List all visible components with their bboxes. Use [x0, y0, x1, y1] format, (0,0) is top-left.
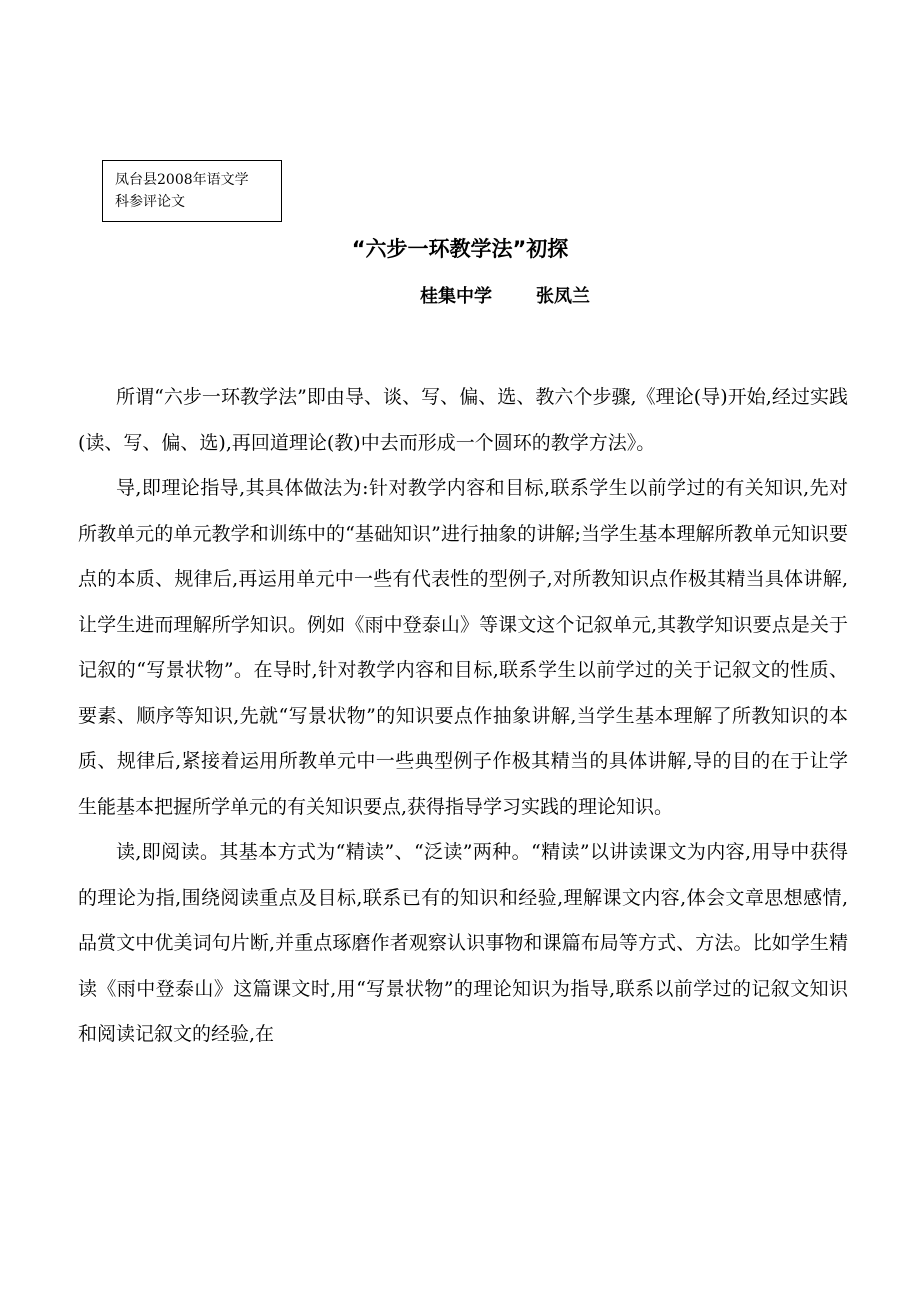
author-line: [420, 282, 590, 312]
essay-category-box: [102, 160, 282, 222]
author-school: 桂集中学: [420, 286, 492, 307]
document-body: [78, 375, 848, 1058]
paragraph-reading: 读,即阅读。其基本方式为“精读”、“泛读”两种。“精读”以讲读课文为内容,用导中获得的理论为指,围绕阅读重点及目标,联系已有的知识和经验,理解课文内容,体会文章思想感情,品赏文中优美词句片断,并重点琢磨作者观察认识事物和课篇布局等方式、方法。比如学生精读《雨中登泰山》这篇课文时,用“写景状物”的理论知识为指导,联系以前学过的记叙文知识和阅读记叙文的经验,在: [78, 841, 848, 1045]
category-line-1: 凤台县2008年语文学: [115, 172, 249, 188]
category-line-2: 科参评论文: [115, 194, 185, 210]
paragraph-intro: 所谓“六步一环教学法”即由导、谈、写、偏、选、教六个步骤,《理论(导)开始,经过实践(读、写、偏、选),再回道理论(教)中去而形成一个圆环的教学方法》。: [78, 386, 848, 454]
document-title: “六步一环教学法”初探: [351, 237, 569, 261]
author-name: 张凤兰: [536, 286, 590, 307]
paragraph-guide: 导,即理论指导,其具体做法为:针对教学内容和目标,联系学生以前学过的有关知识,先对所教单元的单元教学和训练中的“基础知识”进行抽象的讲解;当学生基本理解所教单元知识要点的本质、规律后,再运用单元中一些有代表性的型例子,对所教知识点作极其精当具体讲解,让学生进而理解所学知识。例如《雨中登泰山》等课文这个记叙单元,其教学知识要点是关于记叙的“写景状物”。在导时,针对教学内容和目标,联系学生以前学过的关于记叙文的性质、要素、顺序等知识,先就“写景状物”的知识要点作抽象讲解,当学生基本理解了所教知识的本质、规律后,紧接着运用所教单元中一些典型例子作极其精当的具体讲解,导的目的在于让学生能基本把握所学单元的有关知识要点,获得指导学习实践的理论知识。: [78, 477, 848, 818]
